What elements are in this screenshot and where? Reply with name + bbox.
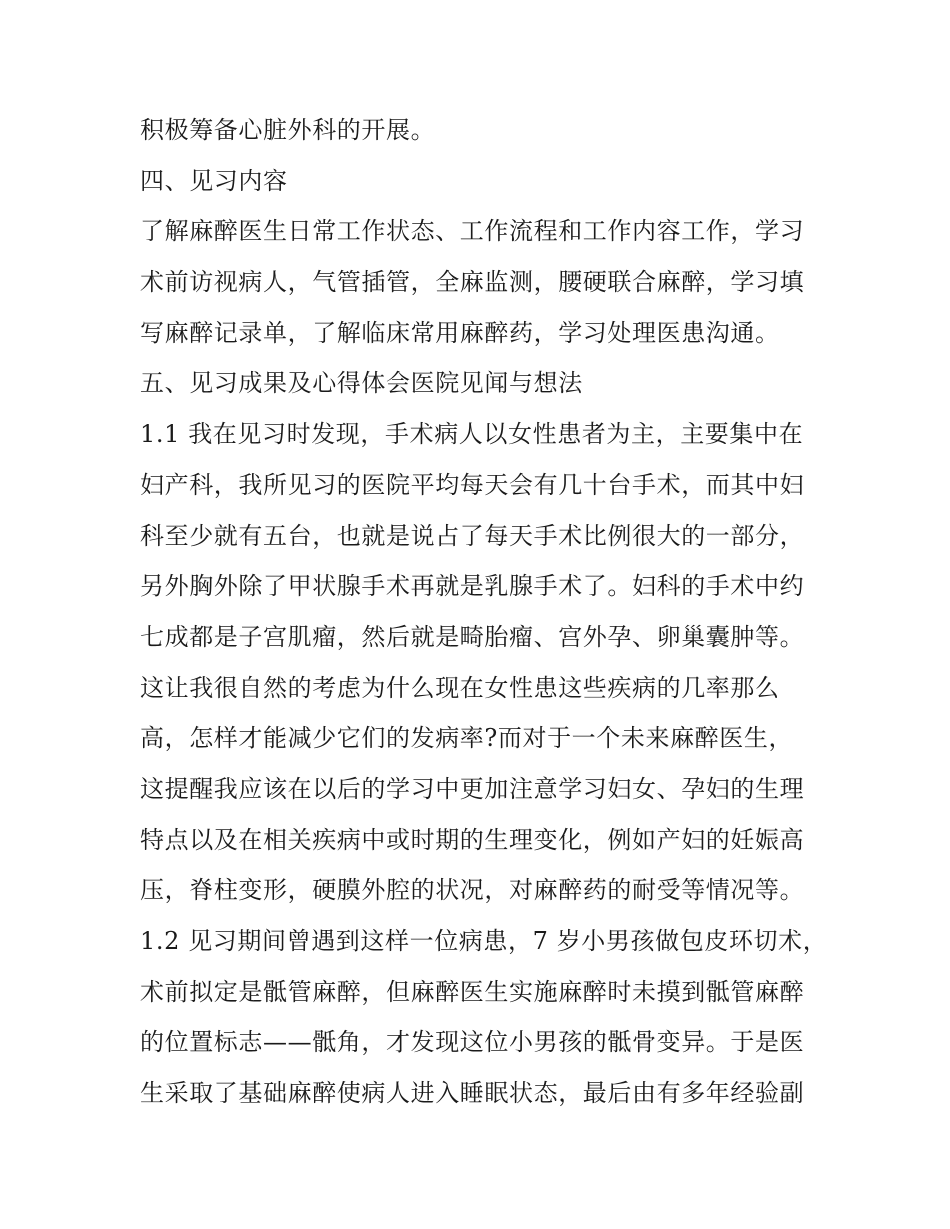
section-heading: 五、见习成果及心得体会医院见闻与想法 bbox=[140, 369, 583, 398]
text-line: 1.2 见习期间曾遇到这样一位病患，7 岁小男孩做包皮环切术， bbox=[140, 927, 828, 955]
text-line: 术前访视病人，气管插管，全麻监测，腰硬联合麻醉，学习填 bbox=[140, 268, 805, 297]
text-line: 压，脊柱变形，硬膜外腔的状况，对麻醉药的耐受等情况等。 bbox=[140, 876, 805, 905]
text-line: 积极筹备心脏外科的开展。 bbox=[140, 116, 436, 144]
text-line: 高，怎样才能减少它们的发病率?而对于一个未来麻醉医生， bbox=[140, 724, 794, 753]
document-body bbox=[140, 105, 828, 1119]
text-line: 写麻醉记录单，了解临床常用麻醉药，学习处理医患沟通。 bbox=[140, 318, 780, 347]
text-line: 科至少就有五台，也就是说占了每天手术比例很大的一部分， bbox=[140, 521, 805, 550]
text-line: 这提醒我应该在以后的学习中更加注意学习妇女、孕妇的生理 bbox=[140, 774, 805, 803]
text-line: 1.1 我在见习时发现，手术病人以女性患者为主，主要集中在 bbox=[140, 420, 804, 449]
text-line: 术前拟定是骶管麻醉，但麻醉医生实施麻醉时未摸到骶管麻醉 bbox=[140, 977, 805, 1006]
text-line: 妇产科，我所见习的医院平均每天会有几十台手术，而其中妇 bbox=[140, 470, 805, 499]
text-line: 特点以及在相关疾病中或时期的生理变化，例如产妇的妊娠高 bbox=[140, 825, 805, 854]
text-line: 的位置标志——骶角，才发现这位小男孩的骶骨变异。于是医 bbox=[140, 1028, 805, 1057]
text-line: 另外胸外除了甲状腺手术再就是乳腺手术了。妇科的手术中约 bbox=[140, 572, 805, 601]
text-line: 了解麻醉医生日常工作状态、工作流程和工作内容工作，学习 bbox=[140, 217, 805, 246]
section-heading: 四、见习内容 bbox=[140, 166, 288, 195]
text-line: 这让我很自然的考虑为什么现在女性患这些疾病的几率那么 bbox=[140, 673, 780, 702]
text-line: 七成都是子宫肌瘤，然后就是畸胎瘤、宫外孕、卵巢囊肿等。 bbox=[140, 622, 805, 651]
text-line: 生采取了基础麻醉使病人进入睡眠状态，最后由有多年经验副 bbox=[140, 1079, 805, 1108]
